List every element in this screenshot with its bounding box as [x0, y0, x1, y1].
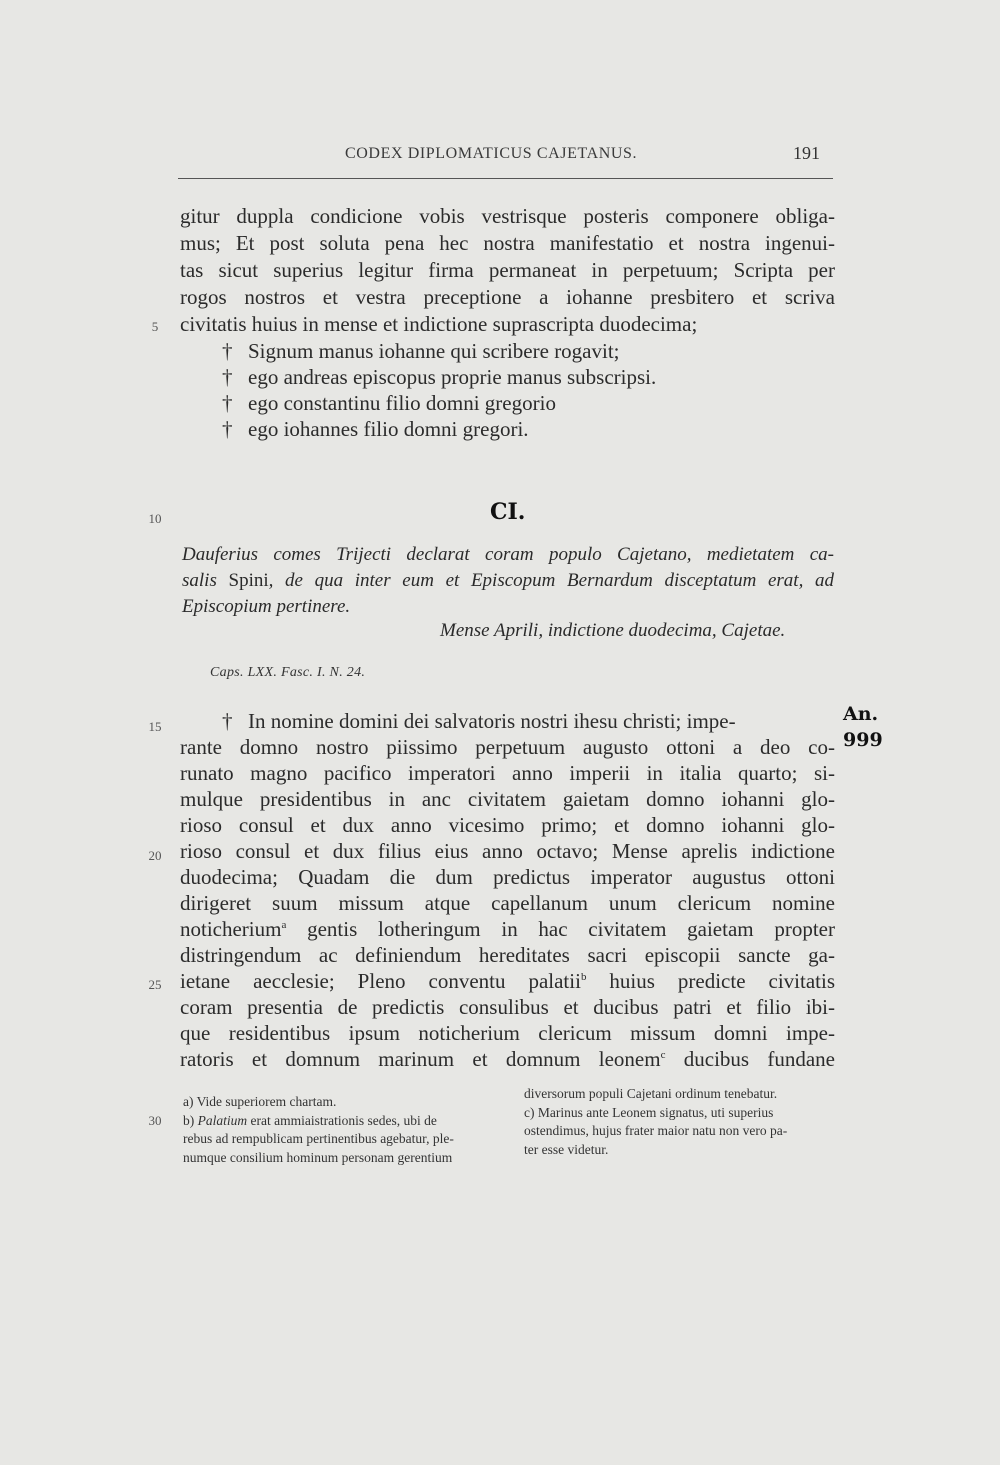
footnotes-left	[183, 1093, 493, 1167]
text-line: rogos nostros et vestra preceptione a iohanne presbitero et scriva	[180, 285, 835, 309]
text-line: rante domno nostro piissimo perpetuum augusto ottoni a deo co-	[180, 735, 835, 759]
text-line: rioso consul et dux anno vicesimo primo; et domno iohanni glo-	[180, 813, 835, 837]
text-line: runato magno pacifico imperatori anno imperii in italia quarto; si-	[180, 761, 835, 785]
text-line: ratoris et domnum marinum et domnum leonem$^c$ ducibus fundane	[180, 1047, 835, 1071]
cross-icon: †	[222, 709, 233, 733]
line-number: 10	[148, 511, 162, 526]
footnote-marker: b	[580, 971, 587, 983]
signature-line: † ego iohannes filio domni gregori.	[222, 417, 529, 441]
text-line: noticherium$^a$ gentis lotheringum in hac civitatem gaietam propter	[180, 917, 835, 941]
page-number: 191	[793, 143, 820, 163]
footnote-marker: a	[281, 919, 287, 931]
cross-icon: †	[222, 417, 233, 441]
line-number: 5	[151, 319, 159, 334]
text-line: gitur duppla condicione vobis vestrisque posteris componere obliga-	[180, 204, 835, 228]
signature-line: † Signum manus iohanne qui scribere rogavit;	[222, 339, 620, 363]
summary-line: Dauferius comes Trijecti declarat coram populo Cajetano, medietatem ca-	[182, 544, 834, 565]
text-line: dirigeret suum missum atque capellanum unum clericum nomine	[180, 891, 835, 915]
footnote-a: a) Vide superiorem chartam.	[183, 1094, 337, 1109]
footnote-c-line: ostendimus, hujus frater maior natu non vero pa-	[524, 1123, 788, 1138]
text-line: mus; Et post soluta pena hec nostra manifestatio et nostra ingenui-	[180, 231, 835, 255]
line-number: 30	[148, 1113, 162, 1128]
text-line: coram presentia de predictis consulibus et ducibus patri et filio ibi-	[180, 995, 835, 1019]
margin-year-label: An.	[843, 703, 879, 725]
text-line: que residentibus ipsum noticherium clericum missum domni impe-	[180, 1021, 835, 1045]
footnote-marker: c	[660, 1049, 666, 1061]
footnote-b-line: numque consilium hominum personam gerentium	[183, 1149, 453, 1165]
summary-line: salis Spini, de qua inter eum et Episcopum Bernardum disceptatum erat, ad	[182, 570, 834, 591]
margin-year: 999	[843, 729, 883, 751]
document-number: CI.	[490, 499, 526, 525]
archive-reference: Caps. LXX. Fasc. I. N. 24.	[210, 665, 366, 680]
line-number: 15	[148, 719, 162, 734]
text-line: civitatis huius in mense et indictione suprascripta duodecima;	[180, 312, 698, 336]
date-line: Mense Aprili, indictione duodecima, Cajetae.	[440, 620, 786, 641]
running-header: CODEX DIPLOMATICUS CAJETANUS.	[345, 145, 638, 162]
signature-line: † ego andreas episcopus proprie manus subscripsi.	[222, 365, 657, 389]
cross-icon: †	[222, 365, 233, 389]
text-line: ietane aecclesie; Pleno conventu palatii$^b$ huius predicte civitatis	[180, 969, 835, 993]
footnote-b-line: rebus ad rempublicam pertinentibus agebatur, ple-	[183, 1131, 454, 1146]
cross-icon: †	[222, 391, 233, 415]
footnote-b-continued: diversorum populi Cajetani ordinum tenebatur.	[524, 1086, 778, 1101]
text-line: mulque presidentibus in anc civitatem gaietam domno iohanni glo-	[180, 787, 835, 811]
header-rule	[178, 178, 833, 179]
line-number: 25	[148, 977, 162, 992]
footnote-b: b) Palatium erat ammiaistrationis sedes, ubi de	[183, 1112, 437, 1128]
signature-line: † ego constantinu filio domni gregorio	[222, 391, 556, 415]
footnote-c-line: ter esse videtur.	[524, 1141, 609, 1157]
footnote-c: c) Marinus ante Leonem signatus, uti superius	[524, 1104, 774, 1120]
text-line: tas sicut superius legitur firma permaneat in perpetuum; Scripta per	[180, 258, 835, 282]
summary-line: Episcopium pertinere.	[182, 596, 351, 617]
text-line: rioso consul et dux filius eius anno octavo; Mense aprelis indictione	[180, 839, 835, 863]
text-line: duodecima; Quadam die dum predictus imperator augustus ottoni	[180, 865, 835, 889]
text-line: distringendum ac definiendum hereditates sacri episcopii sancte ga-	[180, 943, 835, 967]
footnotes-right	[524, 1085, 834, 1159]
line-number: 20	[148, 848, 162, 863]
cross-icon: †	[222, 339, 233, 363]
text-line: † In nomine domini dei salvatoris nostri ihesu christi; impe-	[222, 709, 736, 733]
